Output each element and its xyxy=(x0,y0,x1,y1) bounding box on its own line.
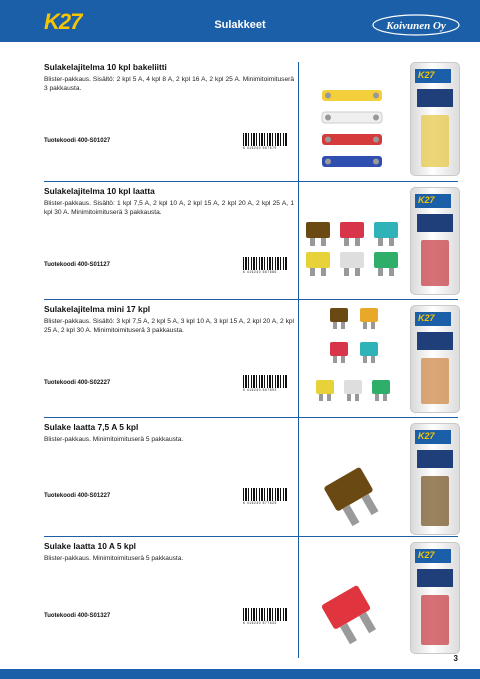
blister-pack-image: K27 xyxy=(410,423,460,535)
blister-pack-image: K27 xyxy=(410,305,460,413)
product-description: Blister-pakkaus. Minimitoimituserä 5 pakkausta. xyxy=(44,555,184,562)
product-code: Tuotekoodi 400-S01027 xyxy=(44,138,111,144)
product-title: Sulake laatta 10 A 5 kpl xyxy=(44,541,137,551)
bakelite-fuses-image xyxy=(318,84,388,176)
product-description: Blister-pakkaus. Sisältö: 2 kpl 5 A, 4 kpl 8 A, 2 kpl 16 A, 2 kpl 25 A. Minimitoimituserä 3 pakkausta. xyxy=(44,76,294,92)
product-2 xyxy=(44,186,294,217)
barcode: 6 416240 567679 xyxy=(243,133,287,151)
product-description: Blister-pakkaus. Minimitoimituserä 5 pakkausta. xyxy=(44,436,184,443)
blister-pack-image: K27 xyxy=(410,62,460,176)
blister-pack-image: K27 xyxy=(410,187,460,295)
product-code: Tuotekoodi 400-S01327 xyxy=(44,613,111,619)
barcode: 6 416240 577625 xyxy=(243,488,287,506)
koivunen-logo xyxy=(372,14,460,36)
barcode: 6 416240 577632 xyxy=(243,608,287,626)
barcode: 6 416240 567693 xyxy=(243,375,287,393)
product-3 xyxy=(44,304,294,335)
product-code: Tuotekoodi 400-S02227 xyxy=(44,380,111,386)
column-divider xyxy=(298,62,299,658)
brand-text: Koivunen Oy xyxy=(386,20,446,32)
product-4 xyxy=(44,422,294,444)
product-1 xyxy=(44,62,294,93)
k27-logo: K27 xyxy=(44,9,82,34)
product-description: Blister-pakkaus. Sisältö: 3 kpl 7,5 A, 2 kpl 5 A, 3 kpl 10 A, 3 kpl 15 A, 2 kpl 20 A, 2 kpl 25 A, 2 kpl 30 A. Minimitoimituserä 3 pakkausta. xyxy=(44,318,294,334)
barcode: 6 416240 567686 xyxy=(243,257,287,275)
product-title: Sulake laatta 7,5 A 5 kpl xyxy=(44,422,139,432)
blade-fuses-image xyxy=(304,218,404,280)
page-header xyxy=(0,0,480,42)
footer-bar xyxy=(0,669,480,679)
page-number: 3 xyxy=(453,654,458,663)
blister-pack-image: K27 xyxy=(410,542,460,654)
page-title: Sulakkeet xyxy=(214,19,266,31)
product-5 xyxy=(44,541,294,563)
fuse-7-5a-image xyxy=(318,466,388,528)
mini-fuses-image xyxy=(314,306,394,412)
product-code: Tuotekoodi 400-S01127 xyxy=(44,262,110,268)
product-title: Sulakelajitelma mini 17 kpl xyxy=(44,304,151,314)
product-title: Sulakelajitelma 10 kpl laatta xyxy=(44,186,155,196)
fuse-10a-image xyxy=(316,584,386,648)
product-code: Tuotekoodi 400-S01227 xyxy=(44,493,111,499)
product-title: Sulakelajitelma 10 kpl bakeliitti xyxy=(44,62,167,72)
product-description: Blister-pakkaus. Sisältö: 1 kpl 7,5 A, 2 kpl 10 A, 2 kpl 15 A, 2 kpl 20 A, 2 kpl 25 A, 1 kpl 30 A. Minimitoimituserä 3 pakkausta. xyxy=(44,200,294,216)
